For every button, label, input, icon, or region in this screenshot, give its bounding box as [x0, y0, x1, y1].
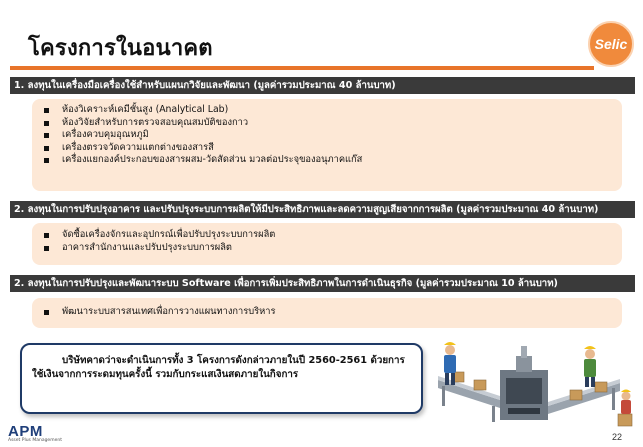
section-2-panel [32, 223, 622, 265]
section-1-list [40, 104, 622, 167]
bullet-icon [44, 233, 49, 238]
bullet-icon [44, 108, 49, 113]
worker-right [584, 346, 596, 387]
title-underline [10, 66, 594, 70]
machine [500, 346, 548, 420]
page-number: 22 [612, 432, 623, 442]
list-item: เครื่องตรวจวัดความแตกต่างของสารสี [40, 142, 622, 155]
bullet-icon [44, 158, 49, 163]
company-logo [588, 21, 634, 67]
list-item: ห้องวิจัยสำหรับการตรวจสอบคุณสมบัติของกาว [40, 117, 622, 130]
page-title: โครงการในอนาคต [28, 36, 213, 61]
worker-left [444, 342, 456, 385]
logo-text: Selic [594, 36, 628, 52]
summary-box [20, 343, 423, 414]
section-3-panel [32, 298, 622, 328]
section-3-list [40, 306, 622, 319]
list-item: จัดซื้อเครื่องจักรและอุปกรณ์เพื่อปรับปรุงระบบการผลิต [40, 229, 622, 242]
bullet-icon [44, 310, 49, 315]
section-1-heading: 1. ลงทุนในเครื่องมือเครื่องใช้สำหรับแผนกวิจัยและพัฒนา (มูลค่ารวมประมาณ 40 ล้านบาท) [10, 77, 635, 94]
production-line-illustration [430, 328, 635, 428]
brand-subtitle: Asset Plus Management [8, 438, 62, 443]
bullet-icon [44, 246, 49, 251]
section-1-panel [32, 99, 622, 191]
list-item: พัฒนาระบบสารสนเทศเพื่อการวางแผนทางการบริหาร [40, 306, 622, 319]
brand-name: APM [8, 423, 43, 440]
list-item: เครื่องแยกองค์ประกอบของสารผสม-วัดสัดส่วน มวลต่อประจุของอนุภาคแก๊ส [40, 154, 622, 167]
bullet-icon [44, 146, 49, 151]
summary-text: บริษัทคาดว่าจะดำเนินการทั้ง 3 โครงการดังกล่าวภายในปี 2560-2561 ด้วยการใช้เงินจากการระดมทุนครั้งนี้ รวมกับกระแสเงินสดภายในกิจการ [32, 355, 405, 380]
bullet-icon [44, 133, 49, 138]
list-item: ห้องวิเคราะห์เคมีชั้นสูง (Analytical Lab) [40, 104, 622, 117]
right-conveyor [548, 379, 620, 414]
section-2-list [40, 229, 622, 254]
worker-bottom [621, 390, 631, 415]
bullet-icon [44, 121, 49, 126]
list-item: อาคารสำนักงานและปรับปรุงระบบการผลิต [40, 242, 622, 255]
list-item: เครื่องควบคุมอุณหภูมิ [40, 129, 622, 142]
section-3-heading: 2. ลงทุนในการปรับปรุงและพัฒนาระบบ Software เพื่อการเพิ่มประสิทธิภาพในการดำเนินธุรกิจ (มูลค่ารวมประมาณ 10 ล้านบาท) [10, 275, 635, 292]
section-2-heading: 2. ลงทุนในการปรับปรุงอาคาร และปรับปรุงระบบการผลิตให้มีประสิทธิภาพและลดความสูญเสียจากการผลิต (มูลค่ารวมประมาณ 40 ล้านบาท) [10, 201, 635, 218]
footer-logo [8, 423, 62, 443]
